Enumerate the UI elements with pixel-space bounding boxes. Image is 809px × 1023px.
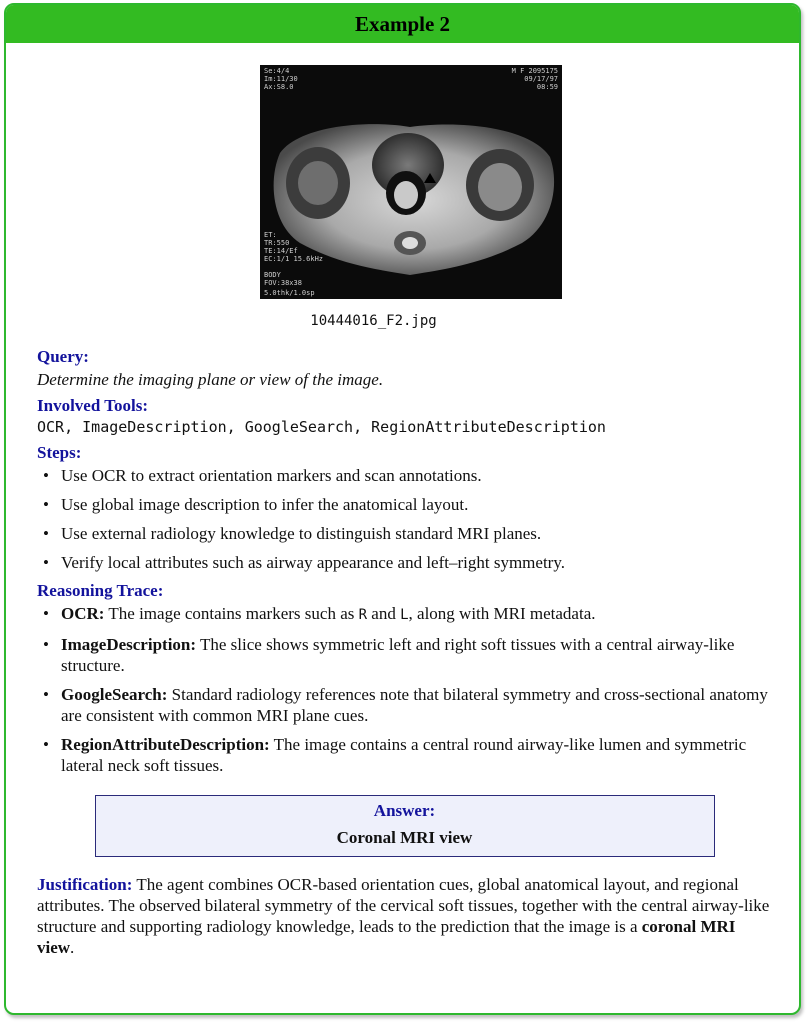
- trace-label: RegionAttributeDescription:: [61, 735, 270, 754]
- justification-emphasis: coronal MRI view: [37, 917, 736, 957]
- overlay-tl-3: Ax:S8.0: [264, 83, 294, 91]
- answer-value: Coronal MRI view: [336, 828, 473, 847]
- trace-text: Standard radiology references note that bilateral symmetry and cross-sectional anatomy are consistent with common MRI plane cues.: [61, 685, 768, 725]
- overlay-bl-4: EC:1/1 15.6kHz: [264, 255, 324, 263]
- tools-list: OCR, ImageDescription, GoogleSearch, RegionAttributeDescription: [37, 418, 606, 436]
- trace-label: OCR:: [61, 604, 105, 623]
- justification-label: Justification:: [37, 875, 133, 894]
- trace-text: The slice shows symmetric left and right soft tissues with a central airway-like structure.: [61, 635, 735, 675]
- example-panel: [4, 3, 801, 1015]
- panel-title: Example 2: [6, 5, 799, 43]
- trace-text: , along with MRI metadata.: [408, 604, 596, 623]
- trace-item-description: [37, 634, 772, 676]
- overlay-bl-3: TE:14/Ef: [264, 247, 298, 255]
- overlay-tr-1: M F 2095175: [511, 67, 558, 75]
- trace-item-region: [37, 734, 772, 776]
- overlay-tr-2: 09/17/97: [524, 75, 558, 83]
- trace-item-search: [37, 684, 772, 726]
- trace-item-ocr: [37, 603, 772, 626]
- trace-text: The image contains a central round airway-like lumen and symmetric lateral neck soft tissues.: [61, 735, 747, 775]
- details: [37, 347, 772, 958]
- steps-list: [37, 465, 772, 573]
- marker-r: R: [358, 607, 368, 623]
- trace-text: and: [371, 604, 396, 623]
- step-item: • Use OCR to extract orientation markers and scan annotations.: [37, 465, 772, 486]
- overlay-tl-1: Se:4/4: [264, 67, 290, 75]
- marker-l: L: [400, 607, 409, 623]
- overlay-bl-1: ET:: [264, 231, 277, 239]
- step-item: • Verify local attributes such as airway appearance and left–right symmetry.: [37, 552, 772, 573]
- mri-scan-drawing: [260, 65, 562, 299]
- trace-list: [37, 603, 772, 776]
- mri-image: [260, 65, 562, 299]
- trace-label: GoogleSearch:: [61, 685, 168, 704]
- step-item: • Use global image description to infer the anatomical layout.: [37, 494, 772, 515]
- query-text: Determine the imaging plane or view of the image.: [37, 370, 384, 389]
- overlay-bl-8: 5.0thk/1.0sp: [264, 289, 315, 297]
- overlay-bl-6: BODY: [264, 271, 281, 279]
- justification: [37, 874, 772, 958]
- overlay-tl-2: Im:11/30: [264, 75, 298, 83]
- figure-caption: 10444016_F2.jpg: [310, 313, 437, 329]
- answer-title: Answer:: [373, 801, 436, 820]
- overlay-bl-2: TR:550: [264, 239, 290, 247]
- tools-title: Involved Tools:: [37, 396, 149, 415]
- steps-title: Steps:: [37, 443, 82, 462]
- step-item: • Use external radiology knowledge to distinguish standard MRI planes.: [37, 523, 772, 544]
- trace-label: ImageDescription:: [61, 635, 197, 654]
- justification-text: The agent combines OCR-based orientation cues, global anatomical layout, and regional attributes. The observed bilateral symmetry of the cervical soft tissues, together with the central airway-like structure and supporting radiology knowledge, leads to the prediction that the image is a: [37, 875, 770, 936]
- trace-title: Reasoning Trace:: [37, 581, 164, 600]
- overlay-tr-3: 08:59: [536, 83, 558, 91]
- query-title: Query:: [37, 347, 89, 366]
- justification-end: .: [70, 938, 75, 957]
- overlay-bl-7: FOV:38x38: [264, 279, 302, 287]
- trace-text: The image contains markers such as: [108, 604, 355, 623]
- answer-box: [95, 795, 715, 857]
